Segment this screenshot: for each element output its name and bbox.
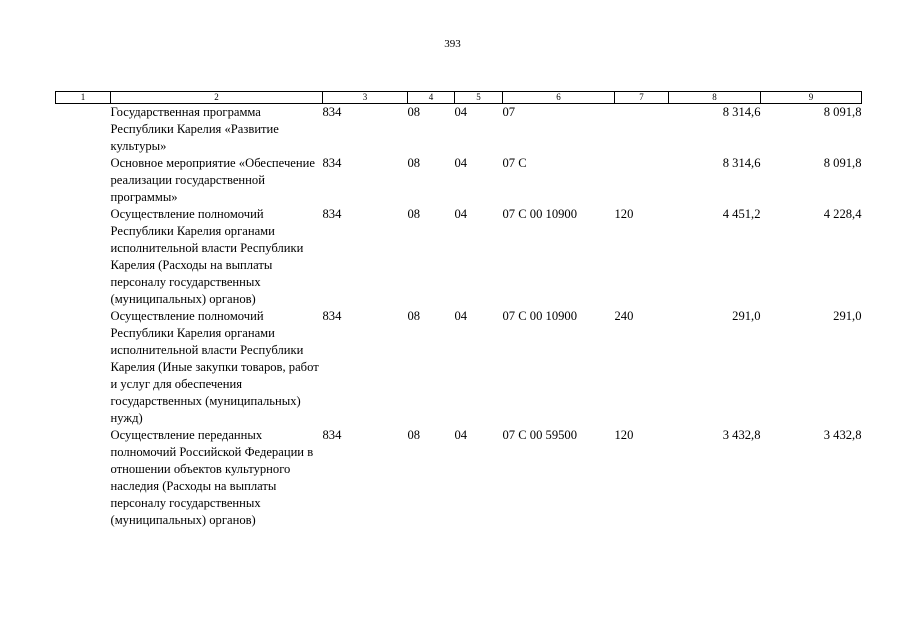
page-number: 393 xyxy=(444,38,461,50)
table-row xyxy=(56,155,862,206)
row-expense-type-cell: 240 xyxy=(614,309,634,323)
row-index-cell xyxy=(56,308,111,427)
row-index-cell xyxy=(56,427,111,529)
row-amount-1-cell: 291,0 xyxy=(732,309,761,323)
table-row xyxy=(56,427,862,529)
row-section-cell: 08 xyxy=(407,428,421,442)
row-amount-1-cell: 8 314,6 xyxy=(722,105,761,119)
row-amount-2-cell: 4 228,4 xyxy=(823,207,862,221)
row-target-article-cell: 07 С 00 59500 xyxy=(502,428,578,442)
row-target-article-cell: 07 С 00 10900 xyxy=(502,309,578,323)
row-amount-2-cell: 3 432,8 xyxy=(823,428,862,442)
row-target-article-cell: 07 С 00 10900 xyxy=(502,207,578,221)
row-ved-cell: 834 xyxy=(322,105,342,119)
row-name-cell: Государственная программа Республики Карелия «Развитие культуры» xyxy=(110,105,279,153)
row-amount-1-cell: 3 432,8 xyxy=(722,428,761,442)
row-expense-type-cell: 120 xyxy=(614,207,634,221)
row-amount-2-cell: 8 091,8 xyxy=(823,105,862,119)
row-subsection-cell: 04 xyxy=(454,207,468,221)
row-target-article-cell: 07 С xyxy=(502,156,527,170)
row-expense-type-cell: 120 xyxy=(614,428,634,442)
row-expense-type-cell xyxy=(615,155,669,206)
row-ved-cell: 834 xyxy=(322,156,342,170)
table-row xyxy=(56,104,862,156)
table-body xyxy=(56,104,862,530)
header-row xyxy=(56,92,862,104)
row-name-cell: Основное мероприятие «Обеспечение реализации государственной программы» xyxy=(110,156,315,204)
row-name-cell: Осуществление полномочий Республики Карелия органами исполнительной власти Республики Карелия (Расходы на выплаты персоналу государственных (муниципальных) органов) xyxy=(110,207,304,306)
row-amount-1-cell: 4 451,2 xyxy=(722,207,761,221)
row-index-cell xyxy=(56,155,111,206)
budget-table xyxy=(55,91,862,529)
row-subsection-cell: 04 xyxy=(454,105,468,119)
column-header: 5 xyxy=(455,92,503,104)
row-index-cell xyxy=(56,206,111,308)
row-amount-1-cell: 8 314,6 xyxy=(722,156,761,170)
row-name-cell: Осуществление переданных полномочий Российской Федерации в отношении объектов культурного наследия (Расходы на выплаты персоналу государственных (муниципальных) органов) xyxy=(110,428,314,527)
row-section-cell: 08 xyxy=(407,309,421,323)
row-section-cell: 08 xyxy=(407,207,421,221)
row-name-cell: Осуществление полномочий Республики Карелия органами исполнительной власти Республики Карелия (Иные закупки товаров, работ и услуг для обеспечения государственных (муниципальных) нужд) xyxy=(110,309,319,425)
column-header: 3 xyxy=(323,92,408,104)
row-section-cell: 08 xyxy=(407,105,421,119)
row-ved-cell: 834 xyxy=(322,207,342,221)
row-ved-cell: 834 xyxy=(322,428,342,442)
row-target-article-cell: 07 xyxy=(502,105,516,119)
column-header: 2 xyxy=(111,92,323,104)
row-subsection-cell: 04 xyxy=(454,156,468,170)
row-amount-2-cell: 8 091,8 xyxy=(823,156,862,170)
column-header: 7 xyxy=(615,92,669,104)
column-header: 9 xyxy=(761,92,862,104)
row-expense-type-cell xyxy=(615,104,669,156)
row-index-cell xyxy=(56,104,111,156)
column-header: 4 xyxy=(408,92,455,104)
row-subsection-cell: 04 xyxy=(454,309,468,323)
column-header: 1 xyxy=(56,92,111,104)
column-header: 8 xyxy=(669,92,761,104)
row-subsection-cell: 04 xyxy=(454,428,468,442)
row-amount-2-cell: 291,0 xyxy=(833,309,862,323)
row-ved-cell: 834 xyxy=(322,309,342,323)
table-row xyxy=(56,308,862,427)
row-section-cell: 08 xyxy=(407,156,421,170)
table-row xyxy=(56,206,862,308)
column-header: 6 xyxy=(503,92,615,104)
